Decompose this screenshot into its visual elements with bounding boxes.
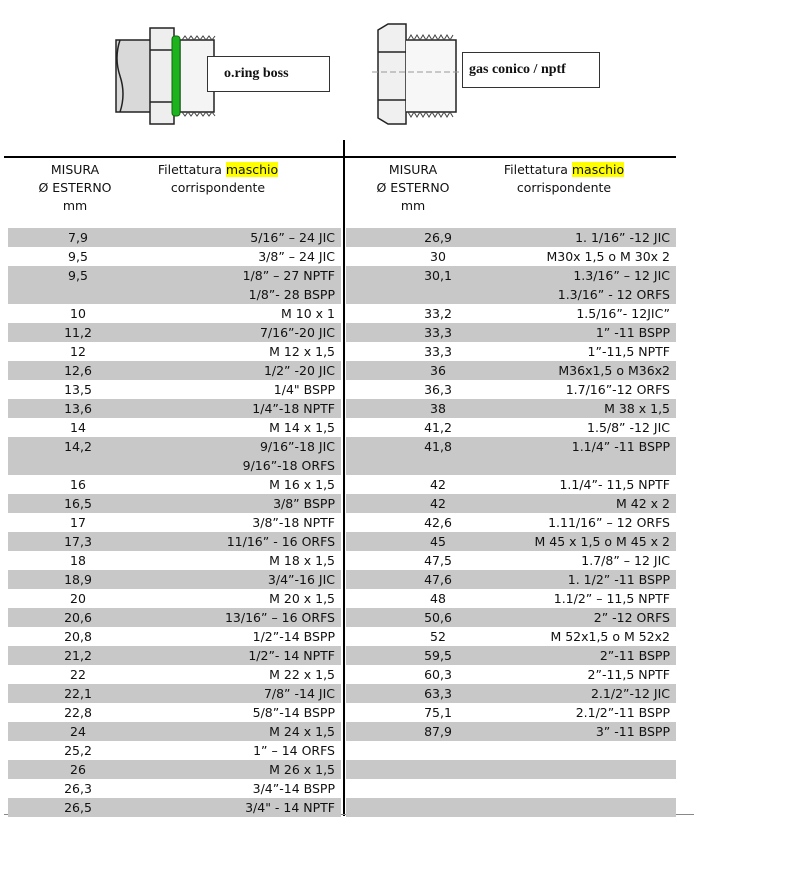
- filettatura-cell: [253, 703, 335, 722]
- filettatura-cell: [243, 437, 335, 475]
- misura-cell: 38: [430, 401, 446, 416]
- filettatura-cell: [269, 665, 335, 684]
- table-row: [346, 684, 676, 703]
- filettatura-line: 1.5/16”- 12JIC”: [576, 306, 670, 321]
- filettatura-line: M 45 x 1,5 o M 45 x 2: [534, 534, 670, 549]
- filettatura-line: 3/4”-16 JIC: [267, 572, 335, 587]
- filettatura-cell: [269, 589, 335, 608]
- header-top-rule: [4, 156, 676, 158]
- table-row: [8, 684, 341, 703]
- filettatura-line: 1. 1/16” -12 JIC: [575, 230, 670, 245]
- filettatura-cell: [572, 437, 670, 475]
- table-row: [346, 266, 676, 304]
- misura-cell: 24: [70, 724, 86, 739]
- filettatura-cell: [558, 361, 670, 380]
- filettatura-cell: [581, 551, 670, 570]
- misura-cell: 41,2: [424, 420, 452, 435]
- filettatura-cell: [269, 760, 335, 779]
- table-row: [8, 437, 341, 475]
- table-row: [8, 570, 341, 589]
- filettatura-cell: [546, 247, 670, 266]
- filettatura-cell: [568, 570, 670, 589]
- filettatura-line: 2”-11,5 NPTF: [587, 667, 670, 682]
- misura-cell: 45: [430, 534, 446, 549]
- filettatura-line: 7/16”-20 JIC: [259, 325, 335, 340]
- filettatura-line: 3/8” BSPP: [273, 496, 335, 511]
- table-row: [346, 475, 676, 494]
- table-row: [8, 304, 341, 323]
- table-row: [346, 646, 676, 665]
- filettatura-cell: [264, 361, 335, 380]
- filettatura-cell: [227, 532, 335, 551]
- table-row: [8, 589, 341, 608]
- misura-cell: 22,8: [64, 705, 92, 720]
- misura-cell: 42: [430, 496, 446, 511]
- filettatura-cell: [258, 247, 335, 266]
- misura-cell: 63,3: [424, 686, 452, 701]
- misura-cell: 47,6: [424, 572, 452, 587]
- misura-cell: 18,9: [64, 572, 92, 587]
- table-row: [8, 532, 341, 551]
- filettatura-line: M 10 x 1: [281, 306, 335, 321]
- table-row: [346, 798, 676, 817]
- filettatura-line: M 20 x 1,5: [269, 591, 335, 606]
- filettatura-cell: [252, 513, 335, 532]
- table-row: [8, 722, 341, 741]
- right-misura-header: MISURA Ø ESTERNO mm: [376, 162, 450, 213]
- filettatura-line: 1/8” – 27 NPTF: [242, 268, 335, 283]
- table-row: [346, 703, 676, 722]
- table-row: [8, 703, 341, 722]
- misura-cell: 42,6: [424, 515, 452, 530]
- filettatura-line: 11/16” - 16 ORFS: [226, 534, 335, 549]
- filettatura-line: M 16 x 1,5: [269, 477, 335, 492]
- table-row: [8, 342, 341, 361]
- misura-cell: 87,9: [424, 724, 452, 739]
- filettatura-line: 3/8”-18 NPTF: [252, 515, 335, 530]
- filettatura-line: 1/2”-14 BSPP: [252, 629, 335, 644]
- filettatura-line: 2”-11 BSPP: [599, 648, 670, 663]
- table-row: [346, 323, 676, 342]
- misura-cell: 50,6: [424, 610, 452, 625]
- left-filettatura-header: Filettatura maschio corrispondente: [157, 162, 279, 195]
- filettatura-line: 2.1/2”-11 BSPP: [575, 705, 670, 720]
- table-row: [346, 665, 676, 684]
- table-row: [346, 228, 676, 247]
- filettatura-line: 3/8” – 24 JIC: [258, 249, 335, 264]
- table-row: [8, 513, 341, 532]
- filettatura-line: 1.3/16” – 12 JIC: [573, 268, 670, 283]
- filettatura-cell: [269, 342, 335, 361]
- oring-boss-label-text: o.ring boss: [224, 66, 289, 81]
- misura-cell: 22,1: [64, 686, 92, 701]
- oring-boss-label: [207, 56, 330, 92]
- misura-cell: 36: [430, 363, 446, 378]
- misura-cell: 47,5: [424, 553, 452, 568]
- table-row: [346, 589, 676, 608]
- filettatura-line: M36x1,5 o M36x2: [558, 363, 670, 378]
- table-row: [8, 247, 341, 266]
- filettatura-cell: [576, 703, 670, 722]
- maschio-highlight: maschio: [225, 162, 279, 177]
- table-row: [8, 361, 341, 380]
- table-row: [8, 779, 341, 798]
- misura-cell: 36,3: [424, 382, 452, 397]
- misura-cell: 30: [430, 249, 446, 264]
- filettatura-line: M 52x1,5 o M 52x2: [550, 629, 670, 644]
- misura-cell: 18: [70, 553, 86, 568]
- table-row: [8, 399, 341, 418]
- misura-cell: 22: [70, 667, 86, 682]
- filettatura-line: 1”-11,5 NPTF: [587, 344, 670, 359]
- filettatura-line: 5/16” – 24 JIC: [250, 230, 335, 245]
- filettatura-line: 7/8” -14 JIC: [263, 686, 335, 701]
- misura-cell: 75,1: [424, 705, 452, 720]
- filettatura-line: 1/4”-18 NPTF: [252, 401, 335, 416]
- filettatura-line: 1.11/16” – 12 ORFS: [548, 515, 670, 530]
- filettatura-line: 3/4" - 14 NPTF: [245, 800, 335, 815]
- filettatura-cell: [269, 551, 335, 570]
- table-row: [346, 342, 676, 361]
- table-row: [346, 304, 676, 323]
- filettatura-cell: [548, 513, 670, 532]
- filettatura-cell: [588, 342, 670, 361]
- misura-cell: 20: [70, 591, 86, 606]
- filettatura-cell: [260, 323, 335, 342]
- filettatura-line: 1” -11 BSPP: [595, 325, 670, 340]
- filettatura-cell: [575, 228, 670, 247]
- filettatura-cell: [253, 627, 335, 646]
- table-row: [8, 608, 341, 627]
- table-row: [8, 323, 341, 342]
- filettatura-cell: [253, 741, 335, 760]
- filettatura-cell: [596, 722, 670, 741]
- table-row: [8, 228, 341, 247]
- filettatura-line: 1/8”- 28 BSPP: [248, 287, 335, 302]
- filettatura-line: [572, 456, 670, 475]
- filettatura-line: 9/16”-18 JIC: [259, 439, 335, 454]
- table-row: [8, 266, 341, 304]
- misura-cell: 20,6: [64, 610, 92, 625]
- table-row: [346, 760, 676, 779]
- table-row: [8, 760, 341, 779]
- gas-conico-label-text: gas conico / nptf: [469, 62, 566, 77]
- table-row: [346, 513, 676, 532]
- filettatura-cell: [604, 399, 670, 418]
- filettatura-line: 1/4" BSPP: [273, 382, 335, 397]
- misura-cell: 9,5: [68, 249, 88, 264]
- filettatura-line: M 18 x 1,5: [269, 553, 335, 568]
- filettatura-line: M 22 x 1,5: [269, 667, 335, 682]
- filettatura-line: 2.1/2”-12 JIC: [590, 686, 670, 701]
- filettatura-cell: [591, 684, 670, 703]
- misura-cell: 16,5: [64, 496, 92, 511]
- gas-conico-fitting-drawing: [0, 0, 786, 135]
- misura-cell: 20,8: [64, 629, 92, 644]
- misura-cell: 17,3: [64, 534, 92, 549]
- misura-cell: 25,2: [64, 743, 92, 758]
- filettatura-cell: [550, 627, 670, 646]
- table-row: [8, 627, 341, 646]
- filettatura-line: 1.1/4” -11 BSPP: [571, 439, 670, 454]
- filettatura-cell: [588, 665, 670, 684]
- maschio-highlight: maschio: [571, 162, 625, 177]
- left-misura-header: MISURA Ø ESTERNO mm: [38, 162, 112, 213]
- filettatura-cell: [269, 722, 335, 741]
- misura-cell: 59,5: [424, 648, 452, 663]
- misura-cell: 33,2: [424, 306, 452, 321]
- filettatura-cell: [264, 684, 335, 703]
- misura-cell: 13,5: [64, 382, 92, 397]
- filettatura-cell: [535, 532, 670, 551]
- filettatura-cell: [576, 304, 670, 323]
- filettatura-cell: [594, 608, 670, 627]
- filettatura-cell: [281, 304, 335, 323]
- table-row: [346, 399, 676, 418]
- filettatura-line: 1/2”- 14 NPTF: [248, 648, 335, 663]
- misura-cell: 7,9: [68, 230, 88, 245]
- table-row: [8, 798, 341, 817]
- filettatura-cell: [596, 323, 670, 342]
- misura-cell: 17: [70, 515, 86, 530]
- filettatura-cell: [269, 418, 335, 437]
- misura-cell: 14,2: [64, 439, 92, 454]
- misura-cell: 33,3: [424, 325, 452, 340]
- misura-cell: 26,9: [424, 230, 452, 245]
- filettatura-cell: [253, 779, 335, 798]
- misura-cell: 16: [70, 477, 86, 492]
- filettatura-line: M 24 x 1,5: [269, 724, 335, 739]
- filettatura-line: 1.1/2” – 11,5 NPTF: [553, 591, 670, 606]
- table-row: [346, 494, 676, 513]
- filettatura-cell: [245, 798, 335, 817]
- table-row: [346, 608, 676, 627]
- table-row: [346, 779, 676, 798]
- table-row: [346, 437, 676, 475]
- gas-conico-label: [462, 52, 600, 88]
- right-filettatura-header: Filettatura maschio corrispondente: [503, 162, 625, 195]
- table-row: [8, 665, 341, 684]
- filettatura-line: 1.1/4”- 11,5 NPTF: [559, 477, 670, 492]
- filettatura-line: 9/16”-18 ORFS: [242, 458, 335, 473]
- filettatura-cell: [566, 380, 670, 399]
- filettatura-cell: [274, 380, 335, 399]
- table-row: [8, 494, 341, 513]
- filettatura-line: M 14 x 1,5: [269, 420, 335, 435]
- misura-cell: 13,6: [64, 401, 92, 416]
- filettatura-cell: [554, 589, 670, 608]
- filettatura-line: M30x 1,5 o M 30x 2: [546, 249, 670, 264]
- table-row: [8, 741, 341, 760]
- filettatura-line: 1.5/8” -12 JIC: [587, 420, 670, 435]
- table-row: [346, 380, 676, 399]
- misura-cell: 21,2: [64, 648, 92, 663]
- filettatura-line: 1.3/16” - 12 ORFS: [557, 287, 670, 302]
- table-row: [8, 475, 341, 494]
- misura-cell: 33,3: [424, 344, 452, 359]
- filettatura-cell: [587, 418, 670, 437]
- filettatura-line: 1/2” -20 JIC: [263, 363, 335, 378]
- filettatura-line: 5/8”-14 BSPP: [252, 705, 335, 720]
- filettatura-line: 3/4”-14 BSPP: [252, 781, 335, 796]
- misura-cell: 26: [70, 762, 86, 777]
- table-row: [346, 741, 676, 760]
- table-row: [346, 722, 676, 741]
- misura-cell: 41,8: [424, 439, 452, 454]
- filettatura-cell: [269, 475, 335, 494]
- filettatura-cell: [252, 399, 335, 418]
- filettatura-line: 1” – 14 ORFS: [253, 743, 335, 758]
- misura-cell: 26,5: [64, 800, 92, 815]
- filettatura-line: 2” -12 ORFS: [593, 610, 670, 625]
- filettatura-cell: [600, 646, 670, 665]
- filettatura-line: M 12 x 1,5: [269, 344, 335, 359]
- misura-cell: 12: [70, 344, 86, 359]
- table-row: [8, 551, 341, 570]
- table-row: [8, 418, 341, 437]
- misura-cell: 52: [430, 629, 446, 644]
- table-row: [346, 627, 676, 646]
- filettatura-cell: [250, 228, 335, 247]
- filettatura-cell: [248, 646, 335, 665]
- filettatura-cell: [616, 494, 670, 513]
- table-row: [346, 570, 676, 589]
- table-row: [8, 646, 341, 665]
- filettatura-line: M 26 x 1,5: [269, 762, 335, 777]
- filettatura-cell: [559, 475, 670, 494]
- filettatura-cell: [243, 266, 335, 304]
- misura-cell: 9,5: [68, 268, 88, 283]
- filettatura-line: 1.7/16”-12 ORFS: [565, 382, 670, 397]
- column-divider: [343, 140, 345, 816]
- misura-cell: 12,6: [64, 363, 92, 378]
- filettatura-line: 13/16” – 16 ORFS: [224, 610, 335, 625]
- misura-cell: 42: [430, 477, 446, 492]
- filettatura-line: 3” -11 BSPP: [595, 724, 670, 739]
- filettatura-cell: [273, 494, 335, 513]
- misura-cell: 48: [430, 591, 446, 606]
- table-row: [346, 418, 676, 437]
- misura-cell: 26,3: [64, 781, 92, 796]
- filettatura-line: 1. 1/2” -11 BSPP: [567, 572, 670, 587]
- misura-cell: 60,3: [424, 667, 452, 682]
- misura-cell: 11,2: [64, 325, 92, 340]
- filettatura-line: M 38 x 1,5: [604, 401, 670, 416]
- misura-cell: 14: [70, 420, 86, 435]
- filettatura-cell: [225, 608, 335, 627]
- table-row: [346, 532, 676, 551]
- filettatura-line: 1.7/8” – 12 JIC: [581, 553, 670, 568]
- misura-cell: 10: [70, 306, 86, 321]
- misura-cell: 30,1: [424, 268, 452, 283]
- table-row: [346, 361, 676, 380]
- table-row: [346, 551, 676, 570]
- filettatura-cell: [558, 266, 670, 304]
- table-row: [8, 380, 341, 399]
- table-row: [346, 247, 676, 266]
- filettatura-line: M 42 x 2: [616, 496, 670, 511]
- filettatura-cell: [268, 570, 335, 589]
